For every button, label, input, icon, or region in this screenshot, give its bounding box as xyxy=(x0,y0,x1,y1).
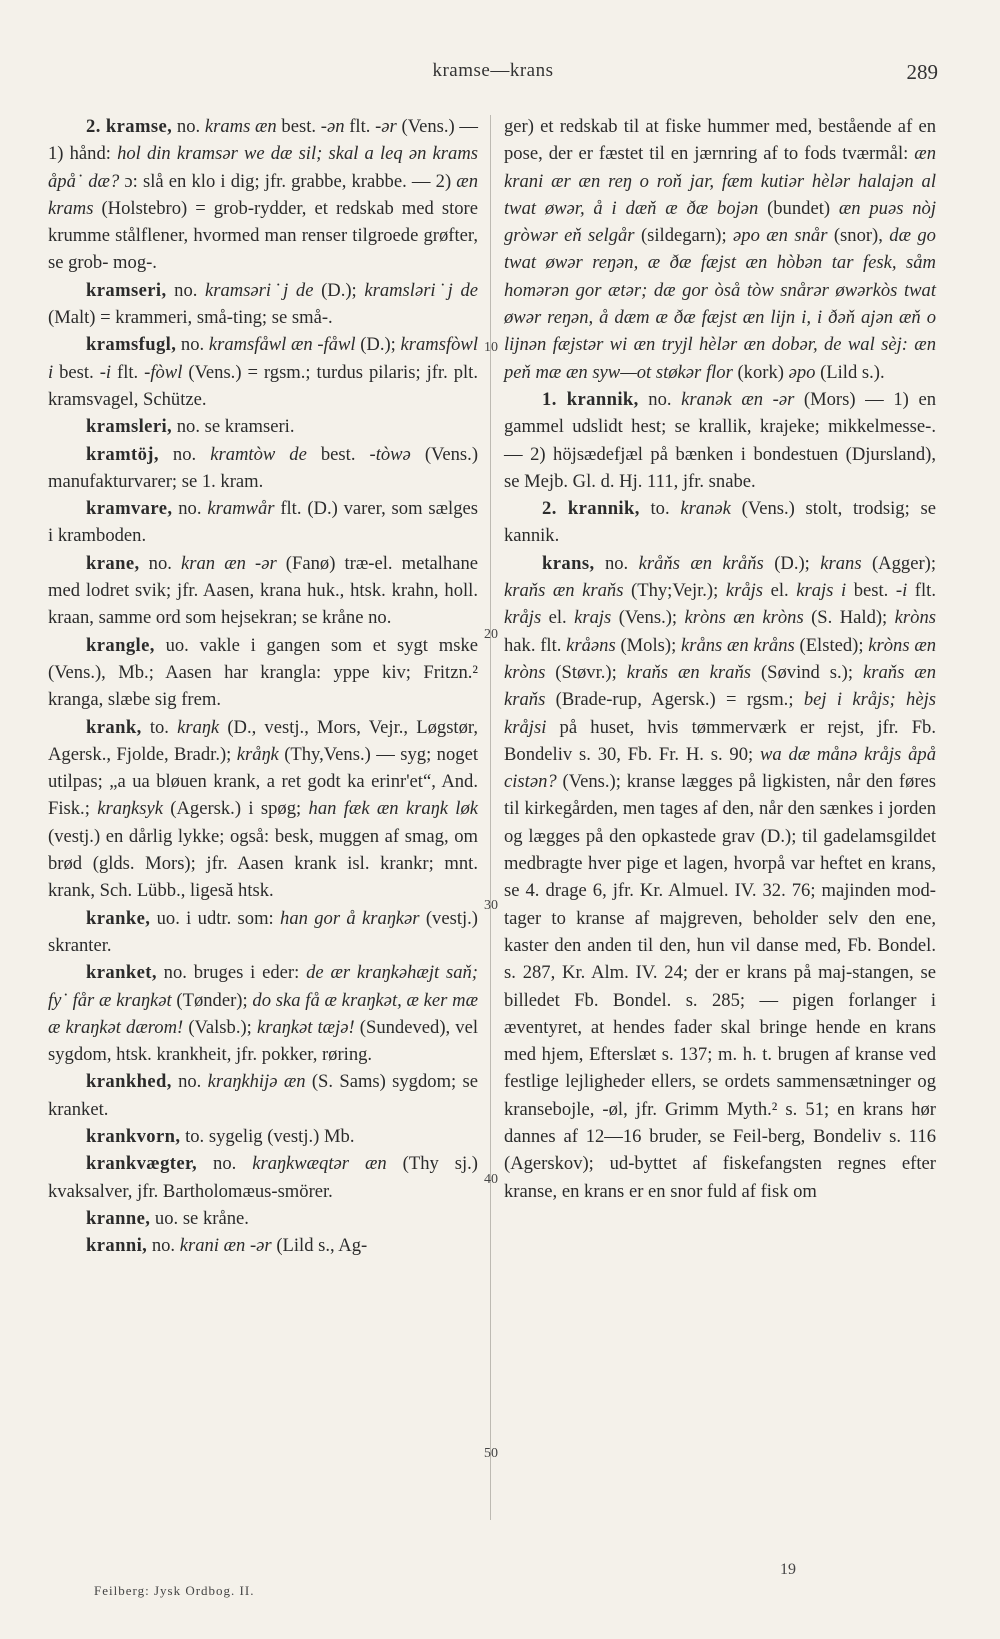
entry-text: no. xyxy=(638,388,682,410)
entry-text: (Elsted); xyxy=(794,634,869,656)
dialect-form: kròns æn kròns xyxy=(504,634,937,683)
headword: krangle, xyxy=(86,634,155,656)
dialect-form: kròns æn kròns xyxy=(684,607,804,629)
entry-text: best. xyxy=(846,580,896,602)
entry-text: (Vens.) stolt, trodsig; se kannik. xyxy=(504,498,936,547)
dialect-form: dæ go twat øwər reŋən, æ ðæ fæjst æn hòbən tar fesk, såm homərən gor ætər; dæ gor òså tòw snårər øwərkòs twat øwər reŋən, å dæm æ ðæ fæjst æn lijn i, i ðəň ajən æň o lijnən fæjstər wi æn tryjl hèlər æn dobər, de wal sèj: æn peň mæ æn syw—ot støkər flor xyxy=(504,225,936,383)
line-number-50: 50 xyxy=(484,1446,498,1461)
dictionary-entry xyxy=(48,550,478,632)
dictionary-entry xyxy=(48,1068,478,1123)
entry-text: (Vens.) = rgsm.; turdus pilaris; jfr. plt. kramsvagel, Schütze. xyxy=(48,361,478,410)
dialect-form: wa dæ månə kråjs åpå cistən? xyxy=(504,743,936,793)
dialect-form: kråəns xyxy=(566,634,616,656)
dialect-form: -ən xyxy=(320,116,345,137)
entry-text: (Vens.); kranse lægges på ligkisten, når den føres til kirkegården, men tages af den, når den sænkes i jorden og lægges på den opkastede grav (D.); til gadelamsgildet medbragte hver pige et lagen, hvorpå var heftet en krans, se 4. drage 6, jfr. Kr. Almuel. IV. 32. 76; majinden mod-tager to kranse af majgreven, beholder selv den ene, kaster den anden til den, hun vil danse med, Fb. Bondel. s. 287, Kr. Alm. IV. 24; der er krans på maj-stangen, se billedet Fb. Bondel. s. 285; — pigen forlanger i æventyret, at hendes fader skal bringe hende en krans med hjem, Efterslæt s. 137; m. h. t. brugen af kranse ved festlige lejligheder ellers, se ordets sammensætninger og kransebojle, -øl, jfr. Grimm Myth.² s. 51; en krans hør dannes af 12—16 bruder, se Feil-berg, Bondeliv s. 116 (Agerskov); ud-byttet af fiskefangsten regnes efter kranse, en krans er en snor fuld af fisk om xyxy=(504,771,936,1202)
entry-text: no. xyxy=(594,552,639,574)
dictionary-entry xyxy=(48,277,478,332)
signature-mark: 19 xyxy=(780,1561,796,1578)
headword: krane, xyxy=(86,552,140,574)
dictionary-entry xyxy=(48,905,478,960)
entry-text: (vestj.) en dårlig lykke; også: besk, muggen af smag, om brød (glds. Mors); jfr. Aasen krank isl. krankr; mnt. krank, Sch. Lübb., ligesă htsk. xyxy=(48,825,478,902)
dictionary-entry xyxy=(48,1232,478,1259)
dialect-form: -i xyxy=(895,580,908,602)
line-number-30: 30 xyxy=(484,898,498,913)
entry-text: (Sundeved), vel sygdom, htsk. krankheit, jfr. pokker, røring. xyxy=(48,1016,478,1066)
entry-text: (sildegarn); xyxy=(634,225,734,247)
dialect-form: kramsləri˙j de xyxy=(364,279,478,301)
entry-text: to. xyxy=(639,498,681,520)
headword: krankvorn, xyxy=(86,1125,181,1147)
entry-text: (Agersk.) i spøg; xyxy=(162,798,309,820)
dictionary-entry xyxy=(48,959,478,1068)
entry-text: (Mors) — 1) en gammel udslidt hest; se krallik, krajeke; mikkelmesse-. — 2) höjsædefjæl på bænken i bondestuen (Djursland), se Mejb. Gl. d. Hj. 111, jfr. snabe. xyxy=(504,388,936,492)
entry-text: (D.); xyxy=(313,279,365,301)
headword: 2. krannik, xyxy=(542,498,640,520)
entry-text: (Agger); xyxy=(861,552,936,574)
entry-text: (Malt) = krammeri, små-ting; se små-. xyxy=(48,307,333,329)
dialect-form: kranək xyxy=(680,498,731,520)
headword: kramsfugl, xyxy=(86,334,177,356)
entry-text: uo. se kråne. xyxy=(150,1207,249,1229)
dialect-form: æn puəs nòj gròwər eň selgår xyxy=(504,197,936,247)
entry-text: el. xyxy=(541,607,575,629)
entry-text: (Mols); xyxy=(615,634,681,656)
entry-text: (Søvind s.); xyxy=(750,661,864,683)
page-number: 289 xyxy=(906,60,938,84)
dictionary-entry xyxy=(48,1123,478,1150)
entry-text: (snor), xyxy=(827,225,890,247)
headword: 2. kramse, xyxy=(86,116,173,137)
dialect-form: kramwår xyxy=(207,498,275,520)
entry-text: el. xyxy=(763,580,797,602)
entry-text: (Vens.); xyxy=(611,607,685,629)
entry-text: (Holstebro) = grob-rydder, et redskab med store krumme stålflener, hvormed man renser tilgroede grøfter, se grob- mog-. xyxy=(48,197,478,274)
entry-text: uo. vakle i gangen som et sygt mske (Vens.), Mb.; Aasen har krangla: yppe kiv; Fritzn.² kranga, slæbe sig frem. xyxy=(48,634,478,711)
headword: kramseri, xyxy=(86,279,167,301)
headword: kranket, xyxy=(86,962,157,984)
entry-continuation xyxy=(504,113,936,386)
dialect-form: kråŋk xyxy=(236,743,279,765)
dialect-form: kramtòw de xyxy=(210,443,307,465)
entry-text: hak. flt. xyxy=(504,634,567,656)
entry-text: to. xyxy=(141,716,178,738)
dialect-form: han fæk æn kraŋk løk xyxy=(308,798,478,820)
dialect-form: krans xyxy=(820,552,862,574)
dialect-form: kråns æn kråns xyxy=(680,634,795,656)
entry-text: (Thy sj.) kvaksalver, jfr. Bartholomæus-smörer. xyxy=(48,1153,478,1202)
dictionary-entry xyxy=(504,386,936,495)
page-header xyxy=(48,60,938,90)
entry-text: (vestj.) skranter. xyxy=(48,907,479,956)
entry-text: (Thy;Vejr.); xyxy=(623,580,726,602)
entry-text: best. xyxy=(276,116,321,137)
dictionary-entry xyxy=(48,113,478,277)
footer-author: Feilberg: Jysk Ordbog. II. xyxy=(94,1583,255,1598)
dialect-form: kråjs xyxy=(504,607,542,629)
dictionary-entry xyxy=(48,632,478,714)
entry-text: (S. Hald); xyxy=(803,607,895,629)
headword: kramvare, xyxy=(86,498,173,520)
dictionary-entry xyxy=(48,413,478,440)
dialect-form: kraŋkhijə æn xyxy=(207,1071,306,1093)
dialect-form: kranək æn -ər xyxy=(681,388,795,410)
entry-text: (D.); xyxy=(763,552,821,574)
dialect-form: kråjs xyxy=(725,580,764,602)
entry-text: (D.); xyxy=(355,334,401,356)
entry-text: (Vens.) — 1) hånd: xyxy=(48,116,478,165)
dialect-form: krani æn -ər xyxy=(179,1235,272,1257)
dialect-form: kraŋksyk xyxy=(97,798,163,820)
entry-text: flt. xyxy=(111,361,145,383)
dialect-form: de ær kraŋkəhæjt saň; fy˙ får æ kraŋkət xyxy=(48,962,479,1011)
dialect-form: kraňs æn kraňs xyxy=(626,661,751,683)
entry-text: flt. xyxy=(344,116,376,137)
entry-text: best. xyxy=(306,443,370,465)
dialect-form: bej i kråjs; hèjs kråjsi xyxy=(504,689,936,738)
entry-text: (S. Sams) sygdom; se kranket. xyxy=(48,1071,478,1120)
entry-text: (Støvr.); xyxy=(545,661,627,683)
entry-text: flt. xyxy=(907,580,936,602)
dictionary-entry xyxy=(48,441,478,496)
entry-text: no. xyxy=(166,279,205,301)
entry-text: no. xyxy=(197,1153,253,1175)
dialect-form: kran æn -ər xyxy=(181,552,277,574)
entry-text: (Valsb.); xyxy=(183,1016,257,1038)
dialect-form: krams æn xyxy=(204,116,277,137)
dialect-form: kramsfåwl æn -fåwl xyxy=(208,334,356,356)
dialect-form: han gor å kraŋkər xyxy=(280,907,420,929)
dictionary-entry xyxy=(504,550,936,1205)
dialect-form: æn krani ær æn reŋ o roň jar, fæm kutiər hèlər halajən al twat øwər, å i dæň æ ðæ bojən xyxy=(504,143,936,219)
headword: 1. krannik, xyxy=(542,388,639,410)
entry-text: flt. (D.) varer, som sælges i kramboden. xyxy=(48,498,478,547)
column-divider xyxy=(490,115,491,1520)
dialect-form: æn krams xyxy=(48,170,478,219)
entry-text: no. se kramseri. xyxy=(172,416,295,438)
headword: kramtöj, xyxy=(86,443,159,465)
dictionary-entry xyxy=(48,495,478,550)
headword: kranni, xyxy=(86,1235,148,1257)
entry-text: ɔ: slå en klo i dig; jfr. grabbe, krabbe. — 2) xyxy=(119,170,457,192)
entry-text: (Lild s.). xyxy=(815,361,885,383)
dialect-form: əpo xyxy=(788,361,816,383)
line-number-10: 10 xyxy=(484,340,498,355)
dialect-form: kramsfòwl i xyxy=(48,334,478,383)
dialect-form: kramsəri˙j de xyxy=(204,279,314,301)
entry-text: no. xyxy=(171,1071,208,1093)
entry-text: (bundet) xyxy=(758,197,839,219)
entry-text: ger) et redskab til at fiske hummer med, bestående af en pose, der er fæstet til en jærnring af to fods tværmål: xyxy=(504,116,936,165)
entry-text: (kork) xyxy=(732,361,789,383)
dialect-form: kraňs æn kraňs xyxy=(504,580,624,602)
dialect-form: kraňs æn kraňs xyxy=(504,661,936,711)
headword: krankhed, xyxy=(86,1071,172,1093)
entry-text: no. xyxy=(176,334,209,356)
dialect-form: kråňs æn kråňs xyxy=(638,552,764,574)
right-column xyxy=(504,113,936,1205)
dialect-form: krajs i xyxy=(796,580,847,602)
dialect-form: əpo æn snår xyxy=(733,225,828,247)
dictionary-entry xyxy=(48,331,478,413)
entry-text: (D., vestj., Mors, Vejr., Løgstør, Agersk., Fjolde, Bradr.); xyxy=(48,716,478,765)
headword: krank, xyxy=(86,716,142,738)
line-number-20: 20 xyxy=(484,627,498,642)
entry-text: uo. i udtr. som: xyxy=(150,907,281,929)
entry-text: to. sygelig (vestj.) Mb. xyxy=(180,1125,355,1147)
dialect-form: kraŋkwæqtər æn xyxy=(252,1153,387,1175)
entry-text: best. xyxy=(53,361,100,383)
headword: kramsleri, xyxy=(86,416,173,438)
entry-text: (Lild s., Ag- xyxy=(271,1235,368,1257)
entry-text: no. xyxy=(172,498,208,520)
left-column xyxy=(48,113,478,1259)
dialect-form: -tòwə xyxy=(369,443,411,465)
entry-text: no. bruges i eder: xyxy=(156,962,307,984)
line-number-40: 40 xyxy=(484,1172,498,1187)
headword: krankvægter, xyxy=(86,1153,198,1175)
entry-text: (Tønder); xyxy=(171,989,253,1011)
entry-text: no. xyxy=(147,1235,180,1257)
headword: kranke, xyxy=(86,907,151,929)
entry-text: (Thy,Vens.) — syg; noget utilpas; „a ua bløuen krank, a ret godt ka erinr'et“, And. Fisk.; xyxy=(48,743,478,820)
dictionary-entry xyxy=(48,1205,478,1232)
dictionary-entry xyxy=(48,714,478,905)
entry-text: på huset, hvis tømmerværk er rejst, jfr. Fb. Bondeliv s. 30, Fb. Fr. H. s. 90; xyxy=(504,716,936,765)
dialect-form: -i xyxy=(99,361,112,383)
entry-text: (Bradе-rup, Agersk.) = rgsm.; xyxy=(545,689,804,711)
entry-text: (Vens.) manufakturvarer; se 1. kram. xyxy=(48,443,479,492)
entry-text: no. xyxy=(172,116,205,137)
dictionary-entry xyxy=(504,495,936,550)
entry-text: no. xyxy=(139,552,182,574)
dialect-form: -fòwl xyxy=(144,361,183,383)
dialect-form: kraŋk xyxy=(177,716,220,738)
entry-text: no. xyxy=(158,443,211,465)
dialect-form: krajs xyxy=(574,607,612,629)
dialect-form: do ska få æ kraŋkət, æ ker mæ æ kraŋkət dærom! xyxy=(48,989,479,1038)
dialect-form: kròns xyxy=(894,607,936,629)
dictionary-entry xyxy=(48,1150,478,1205)
dialect-form: hol din kramsər we dæ sil; skal a leq ən krams åpå˙ dæ? xyxy=(48,143,478,192)
running-head: kramse—krans xyxy=(432,60,554,81)
dialect-form: -ər xyxy=(375,116,397,137)
entry-text: (Fanø) træ-el. metalhane med lodret svik; jfr. Aasen, krana huk., htsk. krahn, holl. kraan, samme ord som hejsekran; se kråne no. xyxy=(48,552,479,629)
headword: krans, xyxy=(542,552,595,574)
headword: kranne, xyxy=(86,1207,151,1229)
dialect-form: kraŋkət tæjə! xyxy=(256,1016,355,1038)
